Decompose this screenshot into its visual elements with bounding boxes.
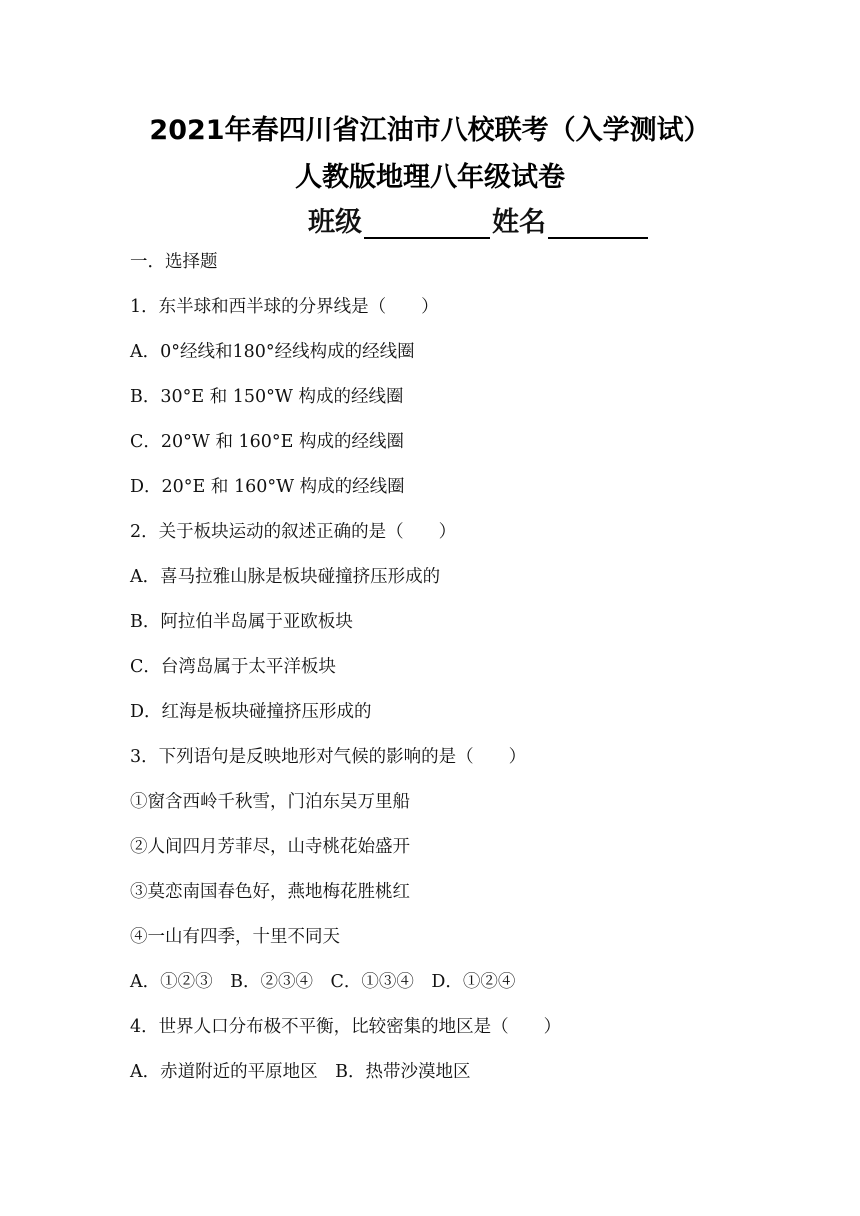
q3-statement-3: ③莫恋南国春色好，燕地梅花胜桃红 [130,882,410,902]
section-heading: 一．选择题 [130,252,218,272]
class-label: 班级 [308,207,362,238]
q1-stem: 1．东半球和西半球的分界线是（ ） [130,297,439,317]
q2-option-d: D．红海是板块碰撞挤压形成的 [130,702,372,722]
q2-option-a: A．喜马拉雅山脉是板块碰撞挤压形成的 [130,567,441,587]
q1-option-b: B．30°E 和 150°W 构成的经线圈 [130,387,404,407]
q3-stem: 3．下列语句是反映地形对气候的影响的是（ ） [130,747,527,767]
q2-option-c: C．台湾岛属于太平洋板块 [130,657,336,677]
q3-options: A．①②③ B．②③④ C．①③④ D．①②④ [130,972,516,992]
q4-stem: 4．世界人口分布极不平衡，比较密集的地区是（ ） [130,1017,562,1037]
q3-statement-4: ④一山有四季，十里不同天 [130,927,340,947]
exam-title-line-2: 人教版地理八年级试卷 [295,162,565,193]
q2-stem: 2．关于板块运动的叙述正确的是（ ） [130,522,457,542]
student-info-line [308,200,650,239]
q4-options-ab: A．赤道附近的平原地区 B．热带沙漠地区 [130,1062,471,1082]
q3-statement-1: ①窗含西岭千秋雪，门泊东吴万里船 [130,792,410,812]
exam-title-line-1: 2021年春四川省江油市八校联考（入学测试） [149,115,711,146]
name-blank-field[interactable] [548,207,648,239]
class-blank-field[interactable] [364,207,490,239]
name-label: 姓名 [492,207,546,238]
q1-option-a: A．0°经线和180°经线构成的经线圈 [130,342,415,362]
q1-option-d: D．20°E 和 160°W 构成的经线圈 [130,477,405,497]
q1-option-c: C．20°W 和 160°E 构成的经线圈 [130,432,405,452]
q3-statement-2: ②人间四月芳菲尽，山寺桃花始盛开 [130,837,410,857]
q2-option-b: B．阿拉伯半岛属于亚欧板块 [130,612,353,632]
